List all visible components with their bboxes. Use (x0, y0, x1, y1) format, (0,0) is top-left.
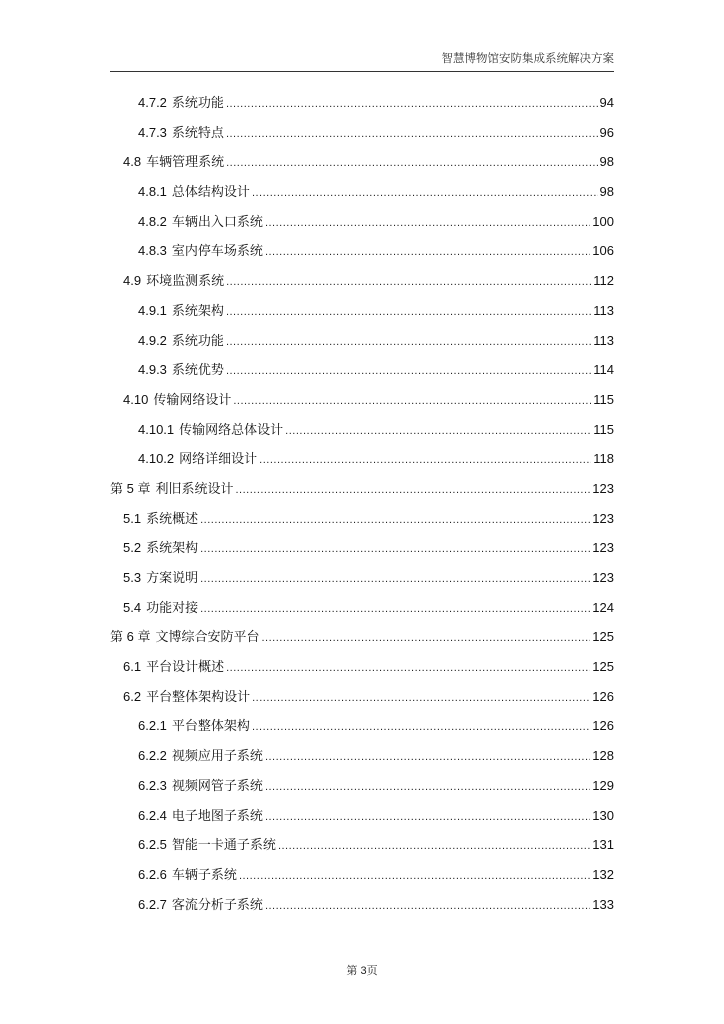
toc-entry-number: 6.1 (123, 659, 142, 675)
toc-entry[interactable] (110, 836, 614, 866)
toc-entry-number: 4.8.1 (138, 184, 167, 200)
dot-leader (226, 333, 591, 351)
toc-entry[interactable] (110, 866, 614, 896)
dot-leader (265, 778, 590, 796)
toc-entry-number: 6.2.4 (138, 807, 167, 823)
dot-leader (265, 243, 590, 261)
dot-leader (265, 748, 590, 766)
toc-entry-title: 车辆出入口系统 (171, 213, 263, 229)
toc-entry-page: 133 (592, 896, 614, 912)
toc-entry[interactable] (110, 539, 614, 569)
toc-entry[interactable] (110, 658, 614, 688)
toc-entry[interactable] (110, 510, 614, 540)
toc-entry-number: 6.2.1 (138, 718, 167, 734)
toc-entry-page: 123 (592, 510, 614, 526)
toc-entry-number: 4.10.1 (138, 421, 175, 437)
toc-entry-number: 6.2.5 (138, 837, 167, 853)
dot-leader (235, 481, 590, 499)
toc-entry-title: 视频网管子系统 (171, 777, 263, 793)
toc-entry-title: 车辆子系统 (171, 866, 237, 882)
toc-entry-page: 96 (599, 124, 614, 140)
dot-leader (226, 154, 597, 172)
dot-leader (200, 600, 590, 618)
toc-entry[interactable] (110, 124, 614, 154)
toc-entry-number: 4.9.2 (138, 332, 167, 348)
toc-entry-title: 平台整体架构设计 (146, 688, 251, 704)
toc-entry[interactable] (110, 332, 614, 362)
dot-leader (239, 867, 590, 885)
toc-entry-number: 4.8.2 (138, 213, 167, 229)
toc-entry-title: 系统功能 (171, 95, 224, 110)
toc-entry-title: 客流分析子系统 (171, 896, 263, 912)
toc-entry-number: 6.2.2 (138, 748, 167, 764)
toc-entry[interactable] (110, 480, 614, 510)
toc-entry-page: 115 (593, 421, 614, 437)
toc-entry-number: 4.8.3 (138, 243, 167, 259)
toc-entry-title: 文博综合安防平台 (155, 629, 260, 645)
toc-entry-page: 130 (592, 807, 614, 823)
toc-entry-number: 4.9 (123, 273, 142, 289)
toc-entry[interactable] (110, 421, 614, 451)
toc-entry[interactable] (110, 361, 614, 391)
dot-leader (226, 362, 591, 380)
dot-leader (252, 718, 590, 736)
dot-leader (252, 184, 598, 202)
page-number: 第 3页 (346, 965, 378, 977)
toc-entry-number: 4.7.3 (138, 124, 167, 140)
dot-leader (226, 303, 591, 321)
dot-leader (265, 808, 590, 826)
toc-entry-page: 131 (592, 837, 614, 853)
toc-entry-page: 98 (599, 184, 614, 200)
toc-entry-page: 113 (593, 302, 614, 318)
toc-entry-number: 5.1 (123, 510, 142, 526)
toc-entry-title: 平台设计概述 (146, 659, 225, 675)
toc-entry-number: 5.4 (123, 599, 142, 615)
toc-entry-page: 129 (592, 777, 614, 793)
toc-entry-number: 4.10 (123, 391, 149, 407)
toc-entry-page: 100 (592, 213, 614, 229)
toc-entry-number: 6.2.7 (138, 896, 167, 912)
dot-leader (226, 659, 590, 677)
toc-entry[interactable] (110, 688, 614, 718)
dot-leader (252, 689, 590, 707)
toc-entry-title: 车辆管理系统 (146, 154, 225, 170)
toc-entry-number: 5.3 (123, 570, 142, 585)
toc-entry-page: 126 (592, 718, 614, 734)
toc-entry[interactable] (110, 599, 614, 629)
toc-entry-page: 94 (599, 95, 614, 110)
dot-leader (259, 451, 591, 469)
toc-entry[interactable] (110, 242, 614, 272)
toc-entry-page: 112 (593, 273, 614, 289)
toc-entry-title: 网络详细设计 (179, 451, 258, 467)
toc-entry-title: 传输网络总体设计 (179, 421, 284, 437)
toc-entry-title: 系统架构 (146, 540, 199, 556)
toc-entry-page: 126 (592, 688, 614, 704)
toc-entry-page: 115 (593, 391, 614, 407)
toc-entry-title: 系统架构 (171, 302, 224, 318)
toc-entry-number: 第 6 章 (110, 629, 151, 645)
toc-entry-title: 室内停车场系统 (171, 243, 263, 259)
toc-entry-page: 118 (593, 451, 614, 467)
toc-entry-page: 113 (593, 332, 614, 348)
toc-entry-page: 106 (592, 243, 614, 259)
toc-entry-title: 系统概述 (146, 510, 199, 526)
toc-entry[interactable] (110, 747, 614, 777)
running-header: 智慧博物馆安防集成系统解决方案 (441, 53, 614, 65)
toc-entry-title: 方案说明 (146, 570, 199, 585)
toc-entry-title: 传输网络设计 (153, 391, 232, 407)
toc-entry-number: 6.2.6 (138, 866, 167, 882)
toc-entry-title: 系统优势 (171, 362, 224, 378)
toc-entry-number: 第 5 章 (110, 480, 151, 496)
dot-leader (261, 629, 590, 647)
toc-entry-title: 环境监测系统 (146, 273, 225, 289)
toc-entry-page: 125 (592, 659, 614, 675)
toc-entry-title: 利旧系统设计 (155, 480, 234, 496)
toc-entry-number: 6.2.3 (138, 777, 167, 793)
toc-entry-page: 98 (599, 154, 614, 170)
toc-entry[interactable] (110, 94, 614, 124)
toc-entry-page: 123 (592, 480, 614, 496)
toc-entry-title: 电子地图子系统 (171, 807, 263, 823)
toc-entry-number: 5.2 (123, 540, 142, 556)
dot-leader (226, 273, 591, 291)
toc-entry[interactable] (110, 272, 614, 302)
toc-entry-page: 125 (592, 629, 614, 645)
toc-entry-page: 128 (592, 748, 614, 764)
toc-entry-number: 4.9.1 (138, 302, 167, 318)
table-of-contents (110, 94, 614, 925)
toc-entry-page: 132 (592, 866, 614, 882)
toc-entry-title: 视频应用子系统 (171, 748, 263, 764)
toc-entry-title: 平台整体架构 (171, 718, 250, 734)
toc-entry[interactable] (110, 153, 614, 183)
toc-entry-number: 4.9.3 (138, 362, 167, 378)
toc-entry[interactable] (110, 183, 614, 213)
toc-entry-title: 总体结构设计 (171, 184, 250, 200)
toc-entry-title: 系统功能 (171, 332, 224, 348)
dot-leader (226, 95, 598, 113)
toc-entry[interactable] (110, 391, 614, 421)
dot-leader (200, 570, 590, 588)
toc-entry[interactable] (110, 450, 614, 480)
toc-entry[interactable] (110, 807, 614, 837)
dot-leader (200, 511, 590, 529)
dot-leader (200, 540, 590, 558)
toc-entry-title: 系统特点 (171, 124, 224, 140)
toc-entry-page: 124 (592, 599, 614, 615)
toc-entry-page: 123 (592, 540, 614, 556)
toc-entry-title: 功能对接 (146, 599, 199, 615)
toc-entry-number: 6.2 (123, 688, 142, 704)
toc-entry[interactable] (110, 628, 614, 658)
toc-entry[interactable] (110, 777, 614, 807)
toc-entry[interactable] (110, 717, 614, 747)
toc-entry[interactable] (110, 302, 614, 332)
dot-leader (278, 837, 590, 855)
dot-leader (265, 897, 590, 915)
header-rule (110, 71, 614, 72)
dot-leader (285, 422, 591, 440)
toc-entry-title: 智能一卡通子系统 (171, 837, 276, 853)
dot-leader (233, 392, 591, 410)
toc-entry[interactable] (110, 896, 614, 926)
toc-entry[interactable] (110, 569, 614, 599)
toc-entry-number: 4.7.2 (138, 95, 167, 110)
toc-entry-number: 4.8 (123, 154, 142, 170)
toc-entry[interactable] (110, 213, 614, 243)
dot-leader (265, 214, 590, 232)
toc-entry-page: 114 (593, 362, 614, 378)
toc-entry-number: 4.10.2 (138, 451, 175, 467)
dot-leader (226, 125, 598, 143)
toc-entry-page: 123 (592, 570, 614, 585)
